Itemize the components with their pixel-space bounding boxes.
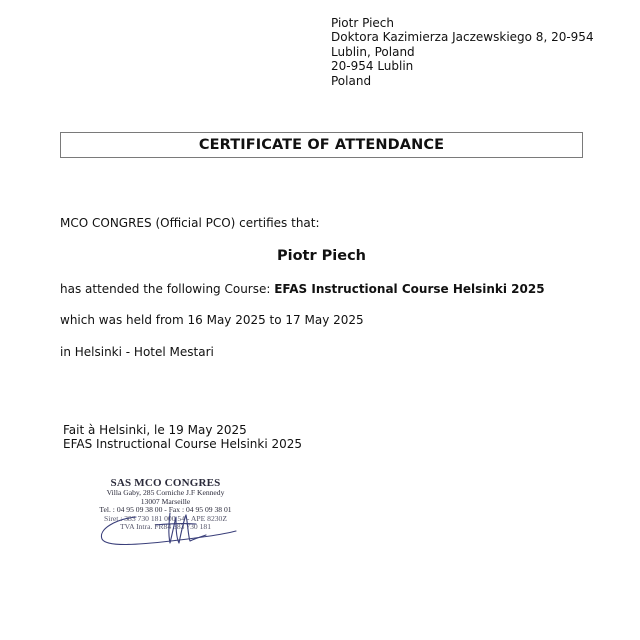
course-statement	[60, 282, 545, 296]
address-line-name: Piotr Piech	[331, 16, 394, 30]
certificate-footer	[63, 423, 302, 452]
address-line-city: Lublin, Poland	[331, 44, 415, 59]
dates-statement: which was held from 16 May 2025 to 17 May 2025	[60, 313, 364, 327]
attendee-name-row	[0, 248, 640, 264]
recipient-address	[331, 16, 594, 88]
address-line-country: Poland	[331, 73, 372, 88]
address-line-postal: 20-954 Lublin	[331, 59, 414, 74]
certificate-title-box	[60, 132, 583, 158]
stamp-address: Villa Gaby, 285 Corniche J.F Kennedy	[106, 488, 225, 497]
place-date: Fait à Helsinki, le 19 May 2025	[63, 423, 247, 437]
attendee-name: Piotr Piech	[276, 248, 367, 264]
stamp-vat: TVA Intra. FR84 383 730 181	[120, 522, 211, 532]
stamp-siret: Siret : 383 730 181 000 54 - APE 8230Z	[104, 513, 227, 523]
certifier-statement: MCO CONGRES (Official PCO) certifies that:	[60, 216, 320, 230]
course-name: EFAS Instructional Course Helsinki 2025	[274, 282, 545, 296]
certificate-title: CERTIFICATE OF ATTENDANCE	[198, 137, 445, 153]
location-statement: in Helsinki - Hotel Mestari	[60, 345, 214, 359]
stamp-company-name: SAS MCO CONGRES	[110, 477, 221, 489]
address-line-street: Doktora Kazimierza Jaczewskiego 8, 20-954	[331, 30, 594, 45]
footer-event-name: EFAS Instructional Course Helsinki 2025	[63, 437, 303, 452]
stamp-city: 13007 Marseille	[140, 496, 191, 506]
course-prefix: has attended the following Course:	[60, 282, 275, 296]
stamp-phone-fax: Tel. : 04 95 09 38 00 - Fax : 04 95 09 38 01	[99, 505, 232, 515]
signature-icon	[96, 505, 246, 553]
